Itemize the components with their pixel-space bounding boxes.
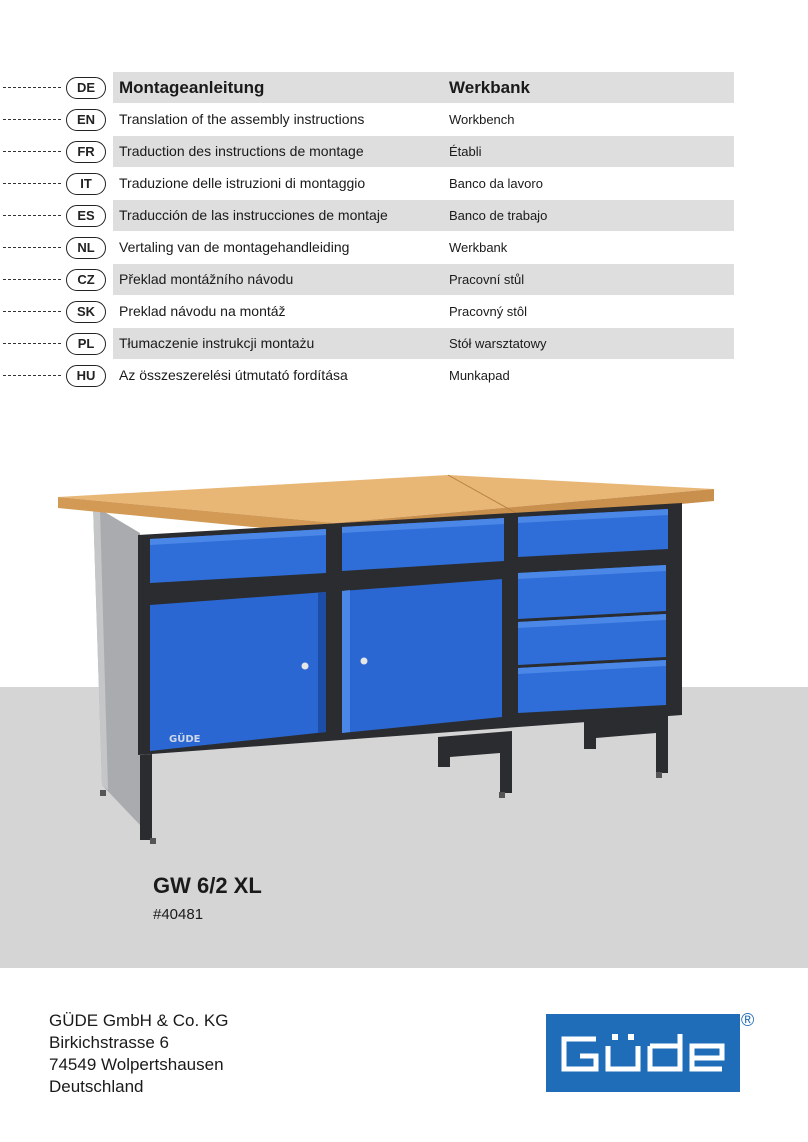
language-code-badge: HU: [66, 365, 106, 387]
dashed-leader: [3, 215, 61, 216]
product-type: Pracovný stôl: [449, 304, 528, 319]
document-title: Tłumaczenie instrukcji montażu: [119, 335, 315, 351]
model-name: GW 6/2 XL: [153, 873, 262, 898]
dashed-leader: [3, 87, 61, 88]
product-type: Banco de trabajo: [449, 208, 548, 223]
product-type: Workbench: [449, 112, 515, 127]
bench-foot: [584, 713, 668, 773]
product-type: Werkbank: [449, 240, 508, 255]
language-row: [0, 136, 808, 168]
guede-logo: [546, 1014, 740, 1092]
language-row: [0, 296, 808, 328]
document-title: Translation of the assembly instructions: [119, 111, 365, 127]
language-code-badge: ES: [66, 205, 106, 227]
dashed-leader: [3, 279, 61, 280]
company-address: [49, 1010, 228, 1098]
language-row: [0, 168, 808, 200]
bench-foot: [140, 754, 152, 840]
dashed-leader: [3, 247, 61, 248]
product-type: Munkapad: [449, 368, 510, 383]
dashed-leader: [3, 343, 61, 344]
product-type: Pracovní stůl: [449, 272, 525, 287]
cabinet-door-right: [342, 579, 502, 733]
dashed-leader: [3, 375, 61, 376]
dashed-leader: [3, 151, 61, 152]
language-code-badge: FR: [66, 141, 106, 163]
document-title: Traduzione delle istruzioni di montaggio: [119, 175, 366, 191]
document-title: Překlad montážního návodu: [119, 271, 294, 287]
language-code-badge: EN: [66, 109, 106, 131]
document-title: Vertaling van de montagehandleiding: [119, 239, 350, 255]
document-title: Traduction des instructions de montage: [119, 143, 364, 159]
lock-icon: [361, 658, 368, 665]
company-city: 74549 Wolpertshausen: [49, 1055, 224, 1074]
registered-trademark-icon: ®: [741, 1010, 755, 1030]
workbench-illustration: [0, 455, 808, 855]
language-row: [0, 200, 808, 232]
language-row: [0, 232, 808, 264]
language-row: [0, 328, 808, 360]
lock-icon: [302, 663, 309, 670]
product-type: Stół warsztatowy: [449, 336, 547, 351]
bench-foot: [438, 731, 512, 793]
product-type: Banco da lavoro: [449, 176, 543, 191]
article-number: #40481: [153, 906, 204, 923]
document-title: Traducción de las instrucciones de montaje: [119, 207, 388, 223]
language-code-badge: NL: [66, 237, 106, 259]
language-code-badge: IT: [66, 173, 106, 195]
logo-lettering: [546, 1014, 740, 1092]
language-row: [0, 360, 808, 392]
product-type: Werkbank: [449, 78, 530, 97]
company-street: Birkichstrasse 6: [49, 1033, 169, 1052]
document-title: Az összeszerelési útmutató fordítása: [119, 367, 348, 383]
bench-brand-label: GÜDE: [169, 734, 201, 745]
language-code-badge: PL: [66, 333, 106, 355]
language-code-badge: DE: [66, 77, 106, 99]
dashed-leader: [3, 119, 61, 120]
document-title: Preklad návodu na montáž: [119, 303, 286, 319]
dashed-leader: [3, 311, 61, 312]
language-table: [0, 72, 808, 392]
company-name: GÜDE GmbH & Co. KG: [49, 1011, 229, 1030]
language-row: [0, 104, 808, 136]
product-type: Établi: [449, 144, 482, 159]
document-title: Montageanleitung: [119, 78, 265, 97]
language-row: [0, 72, 808, 104]
language-row: [0, 264, 808, 296]
dashed-leader: [3, 183, 61, 184]
language-code-badge: CZ: [66, 269, 106, 291]
cabinet-door-left: [150, 592, 326, 751]
language-code-badge: SK: [66, 301, 106, 323]
company-country: Deutschland: [49, 1077, 144, 1096]
